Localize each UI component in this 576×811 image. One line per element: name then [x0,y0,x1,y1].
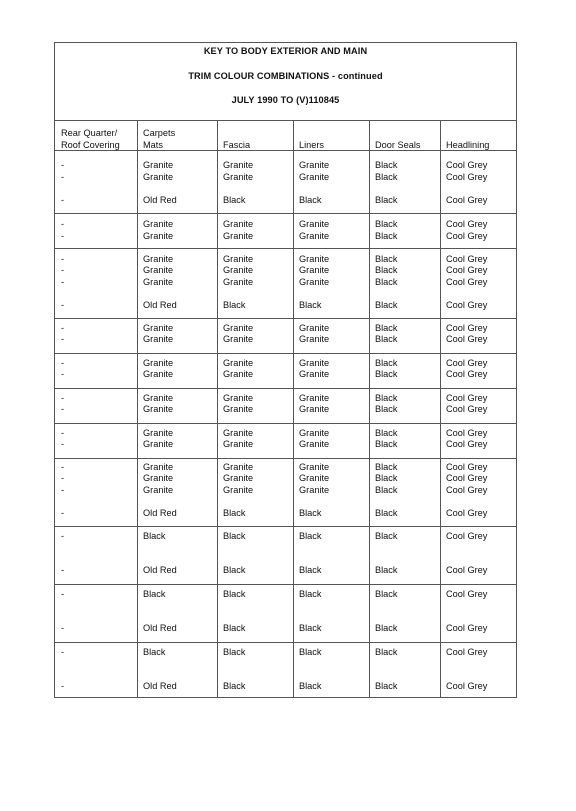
table-cell: Black [299,300,322,310]
table-cell: - [61,172,65,182]
table-cell: Black [375,277,398,287]
table-cell: Granite [223,428,254,438]
table-cell: - [61,428,65,438]
table-cell: - [61,462,65,472]
column-rule [440,120,441,698]
table-cell: Black [223,195,246,205]
table-cell: Granite [143,462,174,472]
table-cell: Black [375,219,398,229]
table-cell: Black [299,681,322,691]
table-cell: Cool Grey [446,462,488,472]
table-cell: Cool Grey [446,334,488,344]
table-cell: Black [375,393,398,403]
table-cell: Granite [299,334,330,344]
table-cell: Granite [223,358,254,368]
title-divider [55,120,516,121]
table-cell: Granite [143,369,174,379]
table-cell: Granite [143,439,174,449]
table-cell: Granite [299,473,330,483]
column-header-line: Liners [299,140,325,150]
table-cell: Granite [223,219,254,229]
table-cell: Granite [299,358,330,368]
table-cell: - [61,589,65,599]
table-cell: - [61,323,65,333]
table-cell: Cool Grey [446,508,488,518]
table-cell: Cool Grey [446,647,488,657]
table-cell: Granite [223,462,254,472]
table-cell: Granite [223,277,254,287]
title-line-2: TRIM COLOUR COMBINATIONS - continued [188,71,383,81]
column-header [61,127,120,151]
table-cell: - [61,369,65,379]
table-cell: Black [375,300,398,310]
table-cell: Cool Grey [446,323,488,333]
table-cell: Old Red [143,623,177,633]
table-cell: Black [375,428,398,438]
table-cell: - [61,265,65,275]
table-cell: Granite [143,231,174,241]
table-cell: Black [299,508,322,518]
group-divider [55,584,516,585]
table-cell: Granite [299,254,330,264]
table-cell: Cool Grey [446,485,488,495]
table-cell: Granite [299,393,330,403]
table-cell: Granite [143,404,174,414]
table-cell: Cool Grey [446,428,488,438]
table-cell: Black [299,623,322,633]
table-cell: Granite [299,369,330,379]
table-cell: Black [375,647,398,657]
table-cell: Old Red [143,681,177,691]
table-cell: Black [375,160,398,170]
table-cell: Granite [223,439,254,449]
table-cell: Granite [143,219,174,229]
column-header-line: Carpets [143,128,176,138]
table-cell: Black [375,334,398,344]
table-cell: Old Red [143,508,177,518]
table-cell: Granite [143,277,174,287]
table-cell: Black [375,439,398,449]
table-cell: Cool Grey [446,195,488,205]
table-cell: Black [375,565,398,575]
table-cell: Granite [143,428,174,438]
table-cell: Old Red [143,565,177,575]
table-cell: Cool Grey [446,300,488,310]
table-cell: Cool Grey [446,265,488,275]
table-cell: Granite [223,404,254,414]
group-divider [55,213,516,214]
table-cell: Granite [223,473,254,483]
table-cell: Black [223,681,246,691]
column-header [143,127,175,151]
table-cell: Black [375,195,398,205]
table-cell: Granite [299,485,330,495]
table-cell: Black [299,565,322,575]
table-cell: Granite [223,393,254,403]
table-cell: Cool Grey [446,439,488,449]
table-cell: Black [299,647,322,657]
table-cell: Black [375,681,398,691]
group-divider [55,353,516,354]
table-cell: - [61,439,65,449]
table-cell: Black [375,404,398,414]
table-cell: Black [223,531,246,541]
table-cell: Cool Grey [446,358,488,368]
table-cell: Granite [223,485,254,495]
group-divider [55,150,516,151]
table-cell: - [61,231,65,241]
table-cell: Old Red [143,195,177,205]
table-cell: Granite [299,231,330,241]
table-cell: Black [375,589,398,599]
table-cell: Granite [143,473,174,483]
column-rule [137,120,138,698]
table-cell: Cool Grey [446,681,488,691]
table-cell: Granite [143,334,174,344]
table-cell: Black [375,369,398,379]
column-header-line: Rear Quarter/ [61,128,118,138]
table-cell: - [61,358,65,368]
table-cell: Cool Grey [446,277,488,287]
table-cell: - [61,531,65,541]
table-cell: Old Red [143,300,177,310]
trim-colour-table [54,42,517,698]
table-cell: Black [375,462,398,472]
table-cell: Granite [299,160,330,170]
table-cell: Black [223,565,246,575]
group-divider [55,526,516,527]
group-divider [55,458,516,459]
group-divider [55,318,516,319]
table-cell: Granite [143,254,174,264]
table-cell: Granite [143,172,174,182]
table-cell: Granite [223,369,254,379]
column-header-line: Door Seals [375,140,421,150]
table-cell: Granite [223,334,254,344]
table-cell: - [61,393,65,403]
table-cell: Black [143,531,166,541]
table-cell: Granite [299,172,330,182]
table-cell: Granite [223,323,254,333]
table-cell: Black [375,531,398,541]
table-cell: Granite [299,323,330,333]
table-cell: Granite [223,160,254,170]
column-header-line: Mats [143,140,163,150]
table-cell: Cool Grey [446,393,488,403]
table-cell: Black [375,323,398,333]
table-cell: Granite [299,439,330,449]
table-cell: Black [299,589,322,599]
table-cell: Cool Grey [446,531,488,541]
table-cell: - [61,508,65,518]
table-cell: - [61,254,65,264]
table-cell: - [61,300,65,310]
column-rule [217,120,218,698]
table-cell: - [61,473,65,483]
table-cell: Cool Grey [446,565,488,575]
table-cell: Black [375,172,398,182]
table-cell: Cool Grey [446,623,488,633]
table-cell: Granite [299,462,330,472]
table-cell: Black [375,254,398,264]
group-divider [55,248,516,249]
table-cell: Cool Grey [446,172,488,182]
table-cell: Granite [299,265,330,275]
table-cell: Granite [223,254,254,264]
table-cell: Cool Grey [446,404,488,414]
table-cell: Black [375,358,398,368]
table-cell: Granite [299,428,330,438]
column-rule [293,120,294,698]
column-rule [369,120,370,698]
table-cell: - [61,647,65,657]
table-cell: Black [299,531,322,541]
group-divider [55,388,516,389]
table-cell: Cool Grey [446,254,488,264]
table-cell: Cool Grey [446,231,488,241]
column-header-line: Fascia [223,140,251,150]
table-cell: Black [375,485,398,495]
table-cell: Granite [143,265,174,275]
table-cell: Cool Grey [446,369,488,379]
table-cell: - [61,160,65,170]
table-cell: Black [375,231,398,241]
table-cell: Granite [223,231,254,241]
title-line-1: KEY TO BODY EXTERIOR AND MAIN [203,46,368,56]
table-cell: Black [143,589,166,599]
table-cell: Black [223,508,246,518]
table-cell: Cool Grey [446,473,488,483]
table-cell: - [61,623,65,633]
table-cell: Cool Grey [446,160,488,170]
table-cell: Black [375,473,398,483]
table-cell: - [61,219,65,229]
table-cell: Granite [299,277,330,287]
table-cell: Granite [223,172,254,182]
group-divider [55,642,516,643]
table-cell: Granite [143,393,174,403]
table-cell: - [61,277,65,287]
table-cell: Granite [143,323,174,333]
table-cell: Granite [143,358,174,368]
table-cell: Black [223,589,246,599]
table-cell: - [61,195,65,205]
table-cell: - [61,334,65,344]
group-divider [55,423,516,424]
column-header-line: Headlining [446,140,490,150]
table-cell: Black [375,623,398,633]
table-cell: Black [223,647,246,657]
table-cell: - [61,404,65,414]
table-cell: Black [375,265,398,275]
table-cell: Granite [299,219,330,229]
title-line-3: JULY 1990 TO (V)110845 [231,95,340,105]
table-cell: - [61,485,65,495]
table-cell: Black [299,195,322,205]
table-cell: Cool Grey [446,589,488,599]
table-cell: Granite [143,485,174,495]
table-cell: Black [223,300,246,310]
table-cell: Cool Grey [446,219,488,229]
table-cell: Black [223,623,246,633]
table-cell: - [61,681,65,691]
table-cell: Granite [143,160,174,170]
table-cell: Black [143,647,166,657]
column-header-line: Roof Covering [61,140,120,150]
table-cell: Black [375,508,398,518]
table-cell: Granite [223,265,254,275]
table-cell: - [61,565,65,575]
table-cell: Granite [299,404,330,414]
